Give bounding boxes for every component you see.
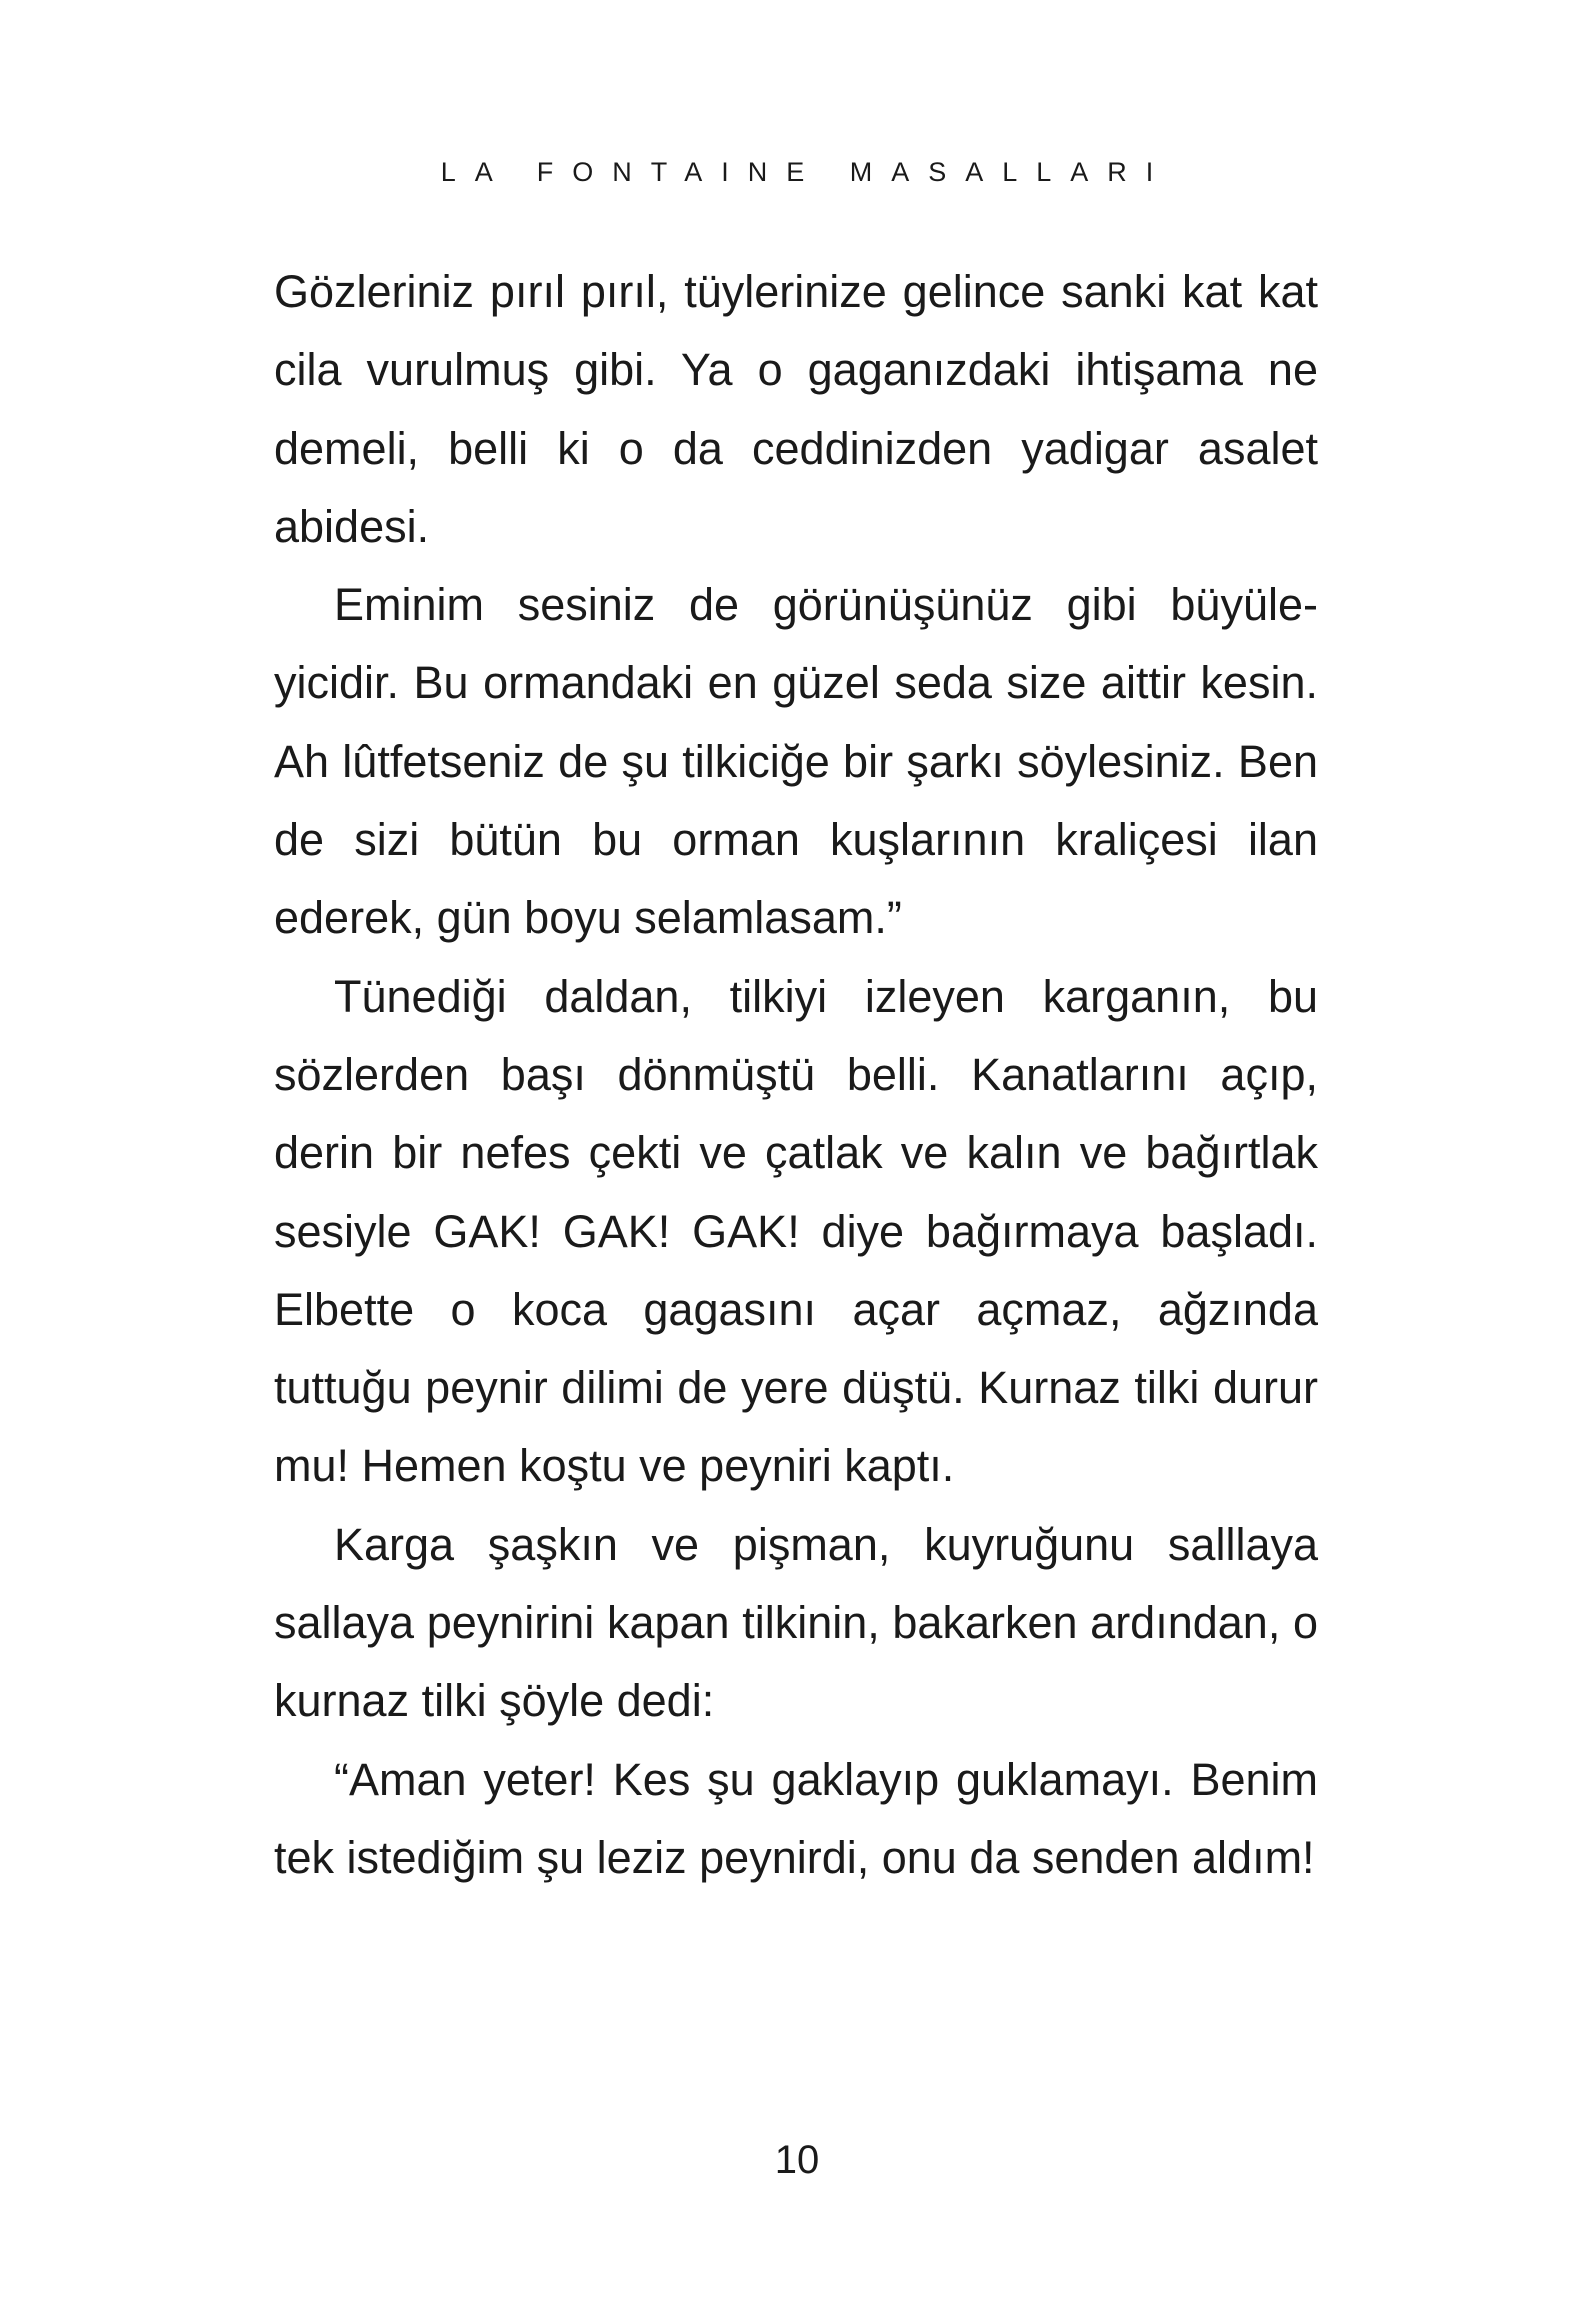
paragraph-4: Karga şaşkın ve pişman, kuyruğunu salllaya sallaya peynirini kapan tilkinin, bakarken ardından, o kurnaz tilki şöyle dedi: bbox=[274, 1518, 1318, 1727]
page-number: 10 bbox=[774, 2138, 820, 2182]
paragraph-5: “Aman yeter! Kes şu gaklayıp guklamayı. Benim tek istediğim şu leziz peynirdi, onu da senden aldım! bbox=[274, 1753, 1318, 1883]
paragraph-2: Eminim sesiniz de görünüşünüz gibi büyüleyicidir. Bu ormandaki en güzel seda size aittir kesin. Ah lûtfetseniz de şu tilkiciğe bir şarkı söylesiniz. Ben de sizi bütün bu orman kuşlarının kraliçesi ilan ederek, gün boyu selamlasam.” bbox=[274, 579, 1318, 944]
paragraph-3: Tünediği daldan, tilkiyi izleyen karganın, bu sözlerden başı dönmüştü belli. Kanatlarını açıp, derin bir nefes çekti ve çatlak ve kalın ve bağırtlak sesiyle GAK! GAK! GAK! diye bağırmaya başladı. Elbette o koca gagasını açar açmaz, ağzında tuttuğu peynir dilimi de yere düştü. Kurnaz tilki durur mu! Hemen koştu ve peyniri kaptı. bbox=[274, 970, 1318, 1492]
running-header: LA FONTAINE MASALLARI bbox=[440, 157, 1173, 187]
body-text bbox=[274, 253, 1318, 1897]
paragraph-1: Gözleriniz pırıl pırıl, tüylerinize gelince sanki kat kat cila vurulmuş gibi. Ya o gaganızdaki ihtişama ne demeli, belli ki o da ceddinizden yadigar asalet abidesi. bbox=[274, 266, 1318, 552]
